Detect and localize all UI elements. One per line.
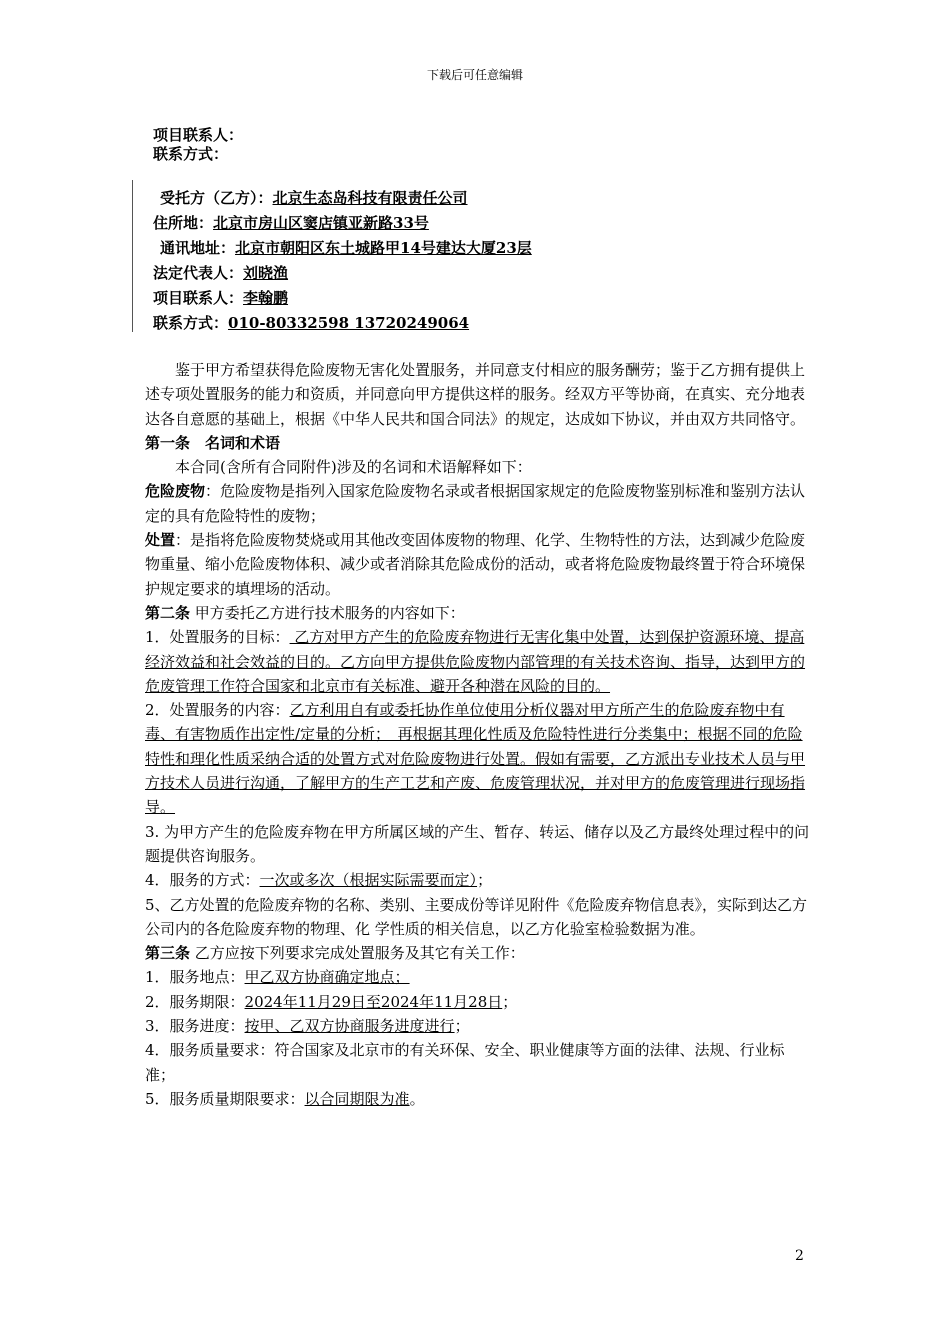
article-3-heading-rest: 乙方应按下列要求完成处置服务及其它有关工作： — [190, 944, 525, 963]
a3-i2-value: 2024年11月29日至2024年11月28日 — [244, 992, 503, 1011]
a3-i1-label: 1．服务地点： — [145, 968, 245, 987]
party-b-rep-label: 法定代表人： — [153, 264, 244, 282]
article-3-item-1 — [145, 965, 810, 989]
term-1-name: 危险废物 — [145, 482, 206, 501]
party-b-representative — [153, 262, 288, 283]
a3-i5-end: 。 — [409, 1089, 425, 1108]
article-2-item-5: 5、乙方处置的危险废弃物的名称、类别、主要成份等详见附件《危险废弃物信息表》，实际到达乙方公司内的各危险废弃物的物理、化 学性质的相关信息，以乙方化验室检验数据为准。 — [145, 895, 808, 938]
a2-i4-label: 4．服务的方式： — [145, 871, 260, 890]
a2-i4-value: 一次或多次（根据实际需要而定） — [259, 871, 478, 890]
term-hazardous-waste — [145, 479, 810, 528]
a3-i2-end: ； — [502, 992, 518, 1011]
a3-i2-label: 2．服务期限： — [145, 992, 245, 1011]
party-b-title-label: 受托方（乙方）： — [160, 189, 273, 207]
party-b-phone — [153, 312, 469, 333]
party-b-phone-value: 010-80332598 13720249064 — [228, 314, 470, 332]
term-2-name: 处置 — [145, 531, 176, 550]
party-a-phone — [153, 143, 228, 164]
party-b-contact-value: 李翰鹏 — [243, 289, 289, 307]
term-disposal — [145, 528, 810, 601]
party-b-contact-label: 项目联系人： — [153, 289, 244, 307]
party-a-contact — [153, 124, 243, 145]
party-b-phone-label: 联系方式： — [153, 314, 229, 332]
party-b-contact — [153, 287, 288, 308]
article-2-item-1 — [145, 625, 810, 698]
a3-i3-value: 按甲、乙双方协商服务进度进行 — [244, 1017, 455, 1036]
party-b-title — [160, 187, 468, 208]
a2-i1-value: 乙方对甲方产生的危险废弃物进行无害化集中处置，达到保护资源环境、提高经济效益和社会效益的目的。乙方向甲方提供危险废物内部管理的有关技术咨询、指导，达到甲方的危废管理工作符合国家和北京市有关标准、避开各种潜在风险的目的。 — [145, 628, 806, 695]
article-1-intro: 本合同(含所有合同附件)涉及的名词和术语解释如下： — [175, 458, 532, 477]
intro-paragraph: 鉴于甲方希望获得危险废物无害化处置服务，并同意支付相应的服务酬劳；鉴于乙方拥有提供上述专项处置服务的能力和资质，并同意向甲方提供这样的服务。经双方平等协商，在真实、充分地表达各自意愿的基础上，根据《中华人民共和国合同法》的规定，达成如下协议，并由双方共同恪守。 — [145, 361, 806, 428]
party-b-rep-value: 刘晓渔 — [243, 264, 289, 282]
a3-i3-label: 3．服务进度： — [145, 1017, 245, 1036]
party-b-address-label: 住所地： — [153, 214, 214, 232]
article-3-heading: 第三条 — [145, 944, 191, 963]
left-margin-bar — [132, 180, 133, 332]
page-header: 下载后可任意编辑 — [426, 68, 523, 82]
article-2-heading: 第二条 — [145, 603, 191, 622]
article-2-heading-rest: 甲方委托乙方进行技术服务的内容如下： — [190, 603, 465, 622]
a3-i5-label: 5．服务质量期限要求： — [145, 1089, 305, 1108]
article-3-item-2 — [145, 990, 810, 1014]
article-3-item-3 — [145, 1014, 810, 1038]
party-b-address-value: 北京市房山区窦店镇亚新路33号 — [213, 214, 429, 232]
contract-body — [145, 358, 810, 1111]
article-2-item-2 — [145, 698, 810, 819]
article-3-item-4: 4．服务质量要求：符合国家及北京市的有关环保、安全、职业健康等方面的法律、法规、行业标准； — [145, 1041, 785, 1084]
article-3-item-5 — [145, 1087, 810, 1111]
article-2-item-4 — [145, 868, 810, 892]
party-a-contact-label: 项目联系人： — [153, 126, 244, 144]
article-2-item-3: 3. 为甲方产生的危险废弃物在甲方所属区域的产生、暂存、转运、储存以及乙方最终处理过程中的问题提供咨询服务。 — [145, 822, 810, 865]
party-b-title-value: 北京生态岛科技有限责任公司 — [272, 189, 468, 207]
a2-i2-value: 乙方利用自有或委托协作单位使用分析仪器对甲方所产生的危险废弃物中有毒、有害物质作出定性/定量的分析； 再根据其理化性质及危险特性进行分类集中；根据不同的危险特性和理化性质采纳合适的处置方式对危险废物进行处置。假如有需要，乙方派出专业技术人员与甲方技术人员进行沟通，了解甲方的生产工艺和产废、危废管理状况，并对甲方的危废管理进行现场指导。 — [145, 701, 806, 817]
a2-i1-label: 1．处置服务的目标： — [145, 628, 290, 647]
a3-i5-value: 以合同期限为准 — [304, 1089, 410, 1108]
a3-i3-end: ； — [454, 1017, 470, 1036]
article-2-title — [145, 601, 810, 625]
a2-i4-end: ； — [477, 871, 493, 890]
party-b-mail — [160, 237, 532, 258]
party-b-mail-label: 通讯地址： — [160, 239, 236, 257]
term-2-definition: ：是指将危险废物焚烧或用其他改变固体废物的物理、化学、生物特性的方法，达到减少危险废物重量、缩小危险废物体积、减少或者消除其危险成份的活动，或者将危险废物最终置于符合环境保护规定要求的填埋场的活动。 — [145, 531, 806, 598]
a2-i2-label: 2．处置服务的内容： — [145, 701, 290, 720]
party-a-phone-label: 联系方式： — [153, 145, 229, 163]
a3-i1-value: 甲乙双方协商确定地点； — [244, 968, 410, 987]
term-1-definition: ：危险废物是指列入国家危险废物名录或者根据国家规定的危险废物鉴别标准和鉴别方法认定的具有危险特性的废物； — [145, 482, 806, 525]
article-3-title — [145, 941, 810, 965]
article-1-title: 第一条 名词和术语 — [145, 433, 281, 452]
party-b-address — [153, 212, 429, 233]
page-number: 2 — [795, 1248, 804, 1264]
party-b-mail-value: 北京市朝阳区东土城路甲14号建达大厦23层 — [235, 239, 532, 257]
